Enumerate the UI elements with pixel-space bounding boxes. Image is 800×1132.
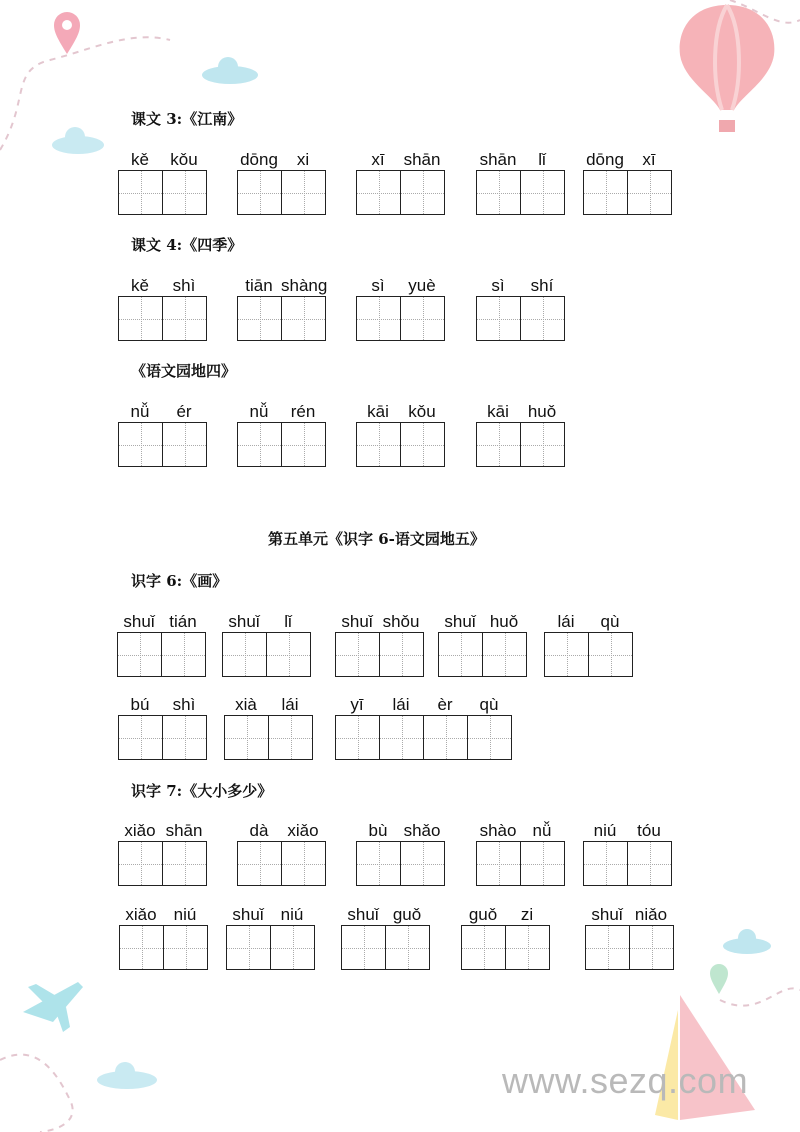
writing-cell[interactable] [380, 716, 424, 759]
pinyin-row [222, 612, 311, 632]
writing-cell[interactable] [401, 297, 444, 340]
writing-cell[interactable] [269, 716, 312, 759]
writing-cell[interactable] [477, 842, 521, 885]
tianzi-grid [119, 925, 208, 970]
tianzi-grid [341, 925, 430, 970]
hot-air-balloon-icon [672, 0, 782, 140]
pinyin-syllable: rén [290, 402, 316, 421]
pinyin-syllable: zi [520, 905, 534, 924]
pinyin-row [476, 150, 565, 170]
pinyin-word-group [119, 905, 208, 970]
tianzi-grid [118, 296, 207, 341]
pinyin-syllable: lái [557, 612, 575, 631]
pinyin-row [585, 905, 674, 925]
pinyin-syllable: shān [165, 821, 203, 840]
pinyin-word-group [222, 612, 311, 677]
pinyin-word-group [438, 612, 527, 677]
cloud-icon [95, 1060, 160, 1090]
writing-cell[interactable] [119, 716, 163, 759]
pinyin-word-group [118, 402, 207, 467]
pinyin-row [356, 402, 445, 422]
pinyin-syllable: niú [173, 905, 197, 924]
pinyin-syllable: èr [437, 695, 453, 714]
writing-cell[interactable] [163, 297, 206, 340]
writing-cell[interactable] [342, 926, 386, 969]
tianzi-grid [476, 296, 565, 341]
writing-cell[interactable] [628, 842, 671, 885]
writing-cell[interactable] [238, 842, 282, 885]
watermark: www.sezq.com [502, 1060, 749, 1101]
pinyin-syllable: shān [479, 150, 517, 169]
pinyin-row [118, 402, 207, 422]
writing-cell[interactable] [386, 926, 429, 969]
writing-cell[interactable] [506, 926, 549, 969]
pinyin-row [438, 612, 527, 632]
writing-cell[interactable] [357, 842, 401, 885]
pinyin-syllable: xi [296, 150, 310, 169]
pinyin-word-group [476, 402, 565, 467]
writing-cell[interactable] [120, 926, 164, 969]
pinyin-word-group [237, 402, 326, 467]
writing-cell[interactable] [584, 842, 628, 885]
pinyin-syllable: shuǐ [228, 612, 260, 631]
writing-cell[interactable] [584, 171, 628, 214]
writing-cell[interactable] [357, 171, 401, 214]
pinyin-syllable: huǒ [527, 402, 557, 421]
writing-cell[interactable] [521, 171, 564, 214]
pinyin-syllable: tóu [637, 821, 661, 840]
writing-cell[interactable] [545, 633, 589, 676]
tianzi-grid [476, 422, 565, 467]
writing-cell[interactable] [357, 297, 401, 340]
writing-cell[interactable] [119, 423, 163, 466]
writing-cell[interactable] [462, 926, 506, 969]
pinyin-row [356, 821, 445, 841]
tianzi-grid [118, 841, 207, 886]
pinyin-row [335, 612, 424, 632]
writing-cell[interactable] [483, 633, 526, 676]
pinyin-word-group [476, 150, 565, 215]
writing-cell[interactable] [238, 171, 282, 214]
writing-cell[interactable] [282, 842, 325, 885]
writing-cell[interactable] [162, 633, 205, 676]
writing-cell[interactable] [521, 423, 564, 466]
pinyin-syllable: kǒu [170, 150, 198, 169]
pinyin-syllable: shān [403, 150, 441, 169]
pinyin-syllable: guǒ [392, 905, 422, 924]
pinyin-syllable: tiān [245, 276, 273, 295]
pinyin-syllable: kāi [487, 402, 509, 421]
pinyin-syllable: dōng [586, 150, 624, 169]
pinyin-word-group [335, 695, 512, 760]
pinyin-syllable: shí [530, 276, 554, 295]
writing-cell[interactable] [401, 842, 444, 885]
pinyin-row [118, 821, 207, 841]
section-heading-jiangnan: 课文 3:《江南》 [131, 110, 243, 128]
pinyin-row [237, 276, 326, 296]
pinyin-syllable: lǐ [538, 150, 546, 169]
writing-cell[interactable] [163, 842, 206, 885]
tianzi-grid [118, 715, 207, 760]
pinyin-syllable: shàng [281, 276, 328, 295]
writing-cell[interactable] [164, 926, 207, 969]
pinyin-row [237, 821, 326, 841]
section-heading-siji: 课文 4:《四季》 [131, 236, 243, 254]
tianzi-grid [226, 925, 315, 970]
writing-cell[interactable] [163, 716, 206, 759]
writing-cell[interactable] [227, 926, 271, 969]
pinyin-word-group [117, 612, 206, 677]
pinyin-word-group [237, 276, 326, 341]
writing-cell[interactable] [163, 423, 206, 466]
pinyin-syllable: xī [642, 150, 656, 169]
pinyin-row [118, 276, 207, 296]
pinyin-word-group [356, 150, 445, 215]
tianzi-grid [476, 841, 565, 886]
pinyin-syllable: niú [593, 821, 617, 840]
pinyin-word-group [118, 695, 207, 760]
writing-cell[interactable] [477, 297, 521, 340]
pinyin-syllable: kāi [367, 402, 389, 421]
tianzi-grid [585, 925, 674, 970]
writing-cell[interactable] [119, 842, 163, 885]
pinyin-row [118, 150, 207, 170]
pinyin-syllable: dōng [240, 150, 278, 169]
pinyin-word-group [583, 821, 672, 886]
section-heading-hua: 识字 6:《画》 [131, 572, 228, 590]
writing-cell[interactable] [586, 926, 630, 969]
pinyin-syllable: xī [371, 150, 385, 169]
pinyin-word-group [356, 821, 445, 886]
writing-cell[interactable] [225, 716, 269, 759]
pinyin-word-group [461, 905, 550, 970]
pinyin-syllable: lái [392, 695, 410, 714]
tianzi-grid [356, 841, 445, 886]
pinyin-syllable: sì [371, 276, 385, 295]
tianzi-grid [237, 170, 326, 215]
pinyin-word-group [585, 905, 674, 970]
cloud-icon [722, 926, 772, 956]
pinyin-row [237, 402, 326, 422]
writing-cell[interactable] [477, 171, 521, 214]
pinyin-row [476, 402, 565, 422]
section-heading-yuwen-yuandi-4: 《语文园地四》 [131, 362, 237, 380]
pinyin-word-group [341, 905, 430, 970]
writing-cell[interactable] [589, 633, 632, 676]
pinyin-word-group [583, 150, 672, 215]
tianzi-grid [356, 170, 445, 215]
pinyin-syllable: shǎo [403, 821, 441, 840]
tianzi-grid [237, 296, 326, 341]
pinyin-syllable: yuè [408, 276, 436, 295]
writing-cell[interactable] [468, 716, 511, 759]
writing-cell[interactable] [119, 297, 163, 340]
pinyin-word-group [544, 612, 633, 677]
pinyin-row [461, 905, 550, 925]
writing-cell[interactable] [477, 423, 521, 466]
pinyin-word-group [237, 150, 326, 215]
pinyin-row [583, 821, 672, 841]
pinyin-syllable: nǚ [249, 402, 269, 421]
pinyin-syllable: xiǎo [125, 905, 157, 924]
tianzi-grid [335, 715, 512, 760]
tianzi-grid [438, 632, 527, 677]
tianzi-grid [544, 632, 633, 677]
section-heading-daxiao-duoshao: 识字 7:《大小多少》 [131, 782, 273, 800]
tianzi-grid [356, 422, 445, 467]
pinyin-syllable: ér [176, 402, 192, 421]
pinyin-syllable: shào [479, 821, 517, 840]
tianzi-grid [356, 296, 445, 341]
pinyin-row [335, 695, 512, 715]
pinyin-syllable: lái [281, 695, 299, 714]
pinyin-row [341, 905, 430, 925]
writing-cell[interactable] [336, 633, 380, 676]
writing-cell[interactable] [282, 171, 325, 214]
writing-cell[interactable] [630, 926, 673, 969]
tianzi-grid [118, 422, 207, 467]
pinyin-syllable: tián [169, 612, 197, 631]
pinyin-syllable: shuǐ [341, 612, 373, 631]
pinyin-syllable: bú [130, 695, 150, 714]
writing-cell[interactable] [401, 423, 444, 466]
pinyin-syllable: shuǐ [123, 612, 155, 631]
pinyin-word-group [226, 905, 315, 970]
pinyin-syllable: bù [368, 821, 388, 840]
pinyin-syllable: guǒ [468, 905, 498, 924]
writing-cell[interactable] [282, 297, 325, 340]
tianzi-grid [117, 632, 206, 677]
writing-cell[interactable] [238, 423, 282, 466]
pinyin-word-group [224, 695, 313, 760]
pinyin-syllable: shì [172, 695, 196, 714]
pinyin-row [583, 150, 672, 170]
pinyin-word-group [356, 276, 445, 341]
pinyin-syllable: qù [600, 612, 620, 631]
pinyin-row [356, 276, 445, 296]
pinyin-row [476, 276, 565, 296]
pinyin-word-group [237, 821, 326, 886]
pinyin-syllable: qù [479, 695, 499, 714]
writing-cell[interactable] [439, 633, 483, 676]
writing-cell[interactable] [267, 633, 310, 676]
writing-cell[interactable] [357, 423, 401, 466]
pinyin-syllable: dà [249, 821, 269, 840]
tianzi-grid [224, 715, 313, 760]
writing-cell[interactable] [521, 842, 564, 885]
cloud-icon [200, 55, 260, 85]
pinyin-syllable: xiǎo [287, 821, 319, 840]
tianzi-grid [583, 170, 672, 215]
writing-cell[interactable] [271, 926, 314, 969]
pinyin-row [237, 150, 326, 170]
pinyin-syllable: yī [350, 695, 364, 714]
pinyin-syllable: xià [235, 695, 257, 714]
writing-cell[interactable] [628, 171, 671, 214]
pinyin-syllable: niǎo [634, 905, 668, 924]
pinyin-word-group [335, 612, 424, 677]
pinyin-syllable: niú [280, 905, 304, 924]
writing-cell[interactable] [401, 171, 444, 214]
tianzi-grid [237, 841, 326, 886]
writing-cell[interactable] [223, 633, 267, 676]
airplane-icon [18, 972, 88, 1037]
pinyin-word-group [356, 402, 445, 467]
writing-cell[interactable] [336, 716, 380, 759]
pinyin-syllable: shuǐ [347, 905, 379, 924]
pinyin-row [476, 821, 565, 841]
pinyin-syllable: sì [491, 276, 505, 295]
writing-cell[interactable] [238, 297, 282, 340]
writing-cell[interactable] [163, 171, 206, 214]
tianzi-grid [476, 170, 565, 215]
cloud-icon [50, 125, 105, 155]
pinyin-syllable: shuǐ [444, 612, 476, 631]
writing-cell[interactable] [521, 297, 564, 340]
pinyin-row [544, 612, 633, 632]
pinyin-row [224, 695, 313, 715]
tianzi-grid [335, 632, 424, 677]
pinyin-syllable: huǒ [489, 612, 519, 631]
pinyin-syllable: nǚ [532, 821, 552, 840]
pinyin-word-group [118, 821, 207, 886]
pinyin-word-group [476, 276, 565, 341]
tianzi-grid [583, 841, 672, 886]
pinyin-syllable: nǚ [130, 402, 150, 421]
pinyin-syllable: shuǐ [591, 905, 623, 924]
pinyin-syllable: shǒu [382, 612, 420, 631]
pinyin-row [119, 905, 208, 925]
pinyin-word-group [118, 276, 207, 341]
pinyin-syllable: kě [131, 150, 149, 169]
pinyin-syllable: shì [172, 276, 196, 295]
writing-cell[interactable] [380, 633, 423, 676]
writing-cell[interactable] [424, 716, 468, 759]
tianzi-grid [222, 632, 311, 677]
unit-title: 第五单元《识字 6-语文园地五》 [268, 530, 485, 548]
pinyin-row [226, 905, 315, 925]
pinyin-syllable: xiǎo [124, 821, 156, 840]
writing-cell[interactable] [282, 423, 325, 466]
pinyin-syllable: lǐ [284, 612, 292, 631]
pinyin-row [117, 612, 206, 632]
pinyin-row [356, 150, 445, 170]
pinyin-word-group [476, 821, 565, 886]
pinyin-syllable: kě [131, 276, 149, 295]
writing-cell[interactable] [119, 171, 163, 214]
pinyin-syllable: kǒu [408, 402, 436, 421]
tianzi-grid [461, 925, 550, 970]
tianzi-grid [237, 422, 326, 467]
writing-cell[interactable] [118, 633, 162, 676]
tianzi-grid [118, 170, 207, 215]
pinyin-word-group [118, 150, 207, 215]
pinyin-row [118, 695, 207, 715]
pinyin-syllable: shuǐ [232, 905, 264, 924]
